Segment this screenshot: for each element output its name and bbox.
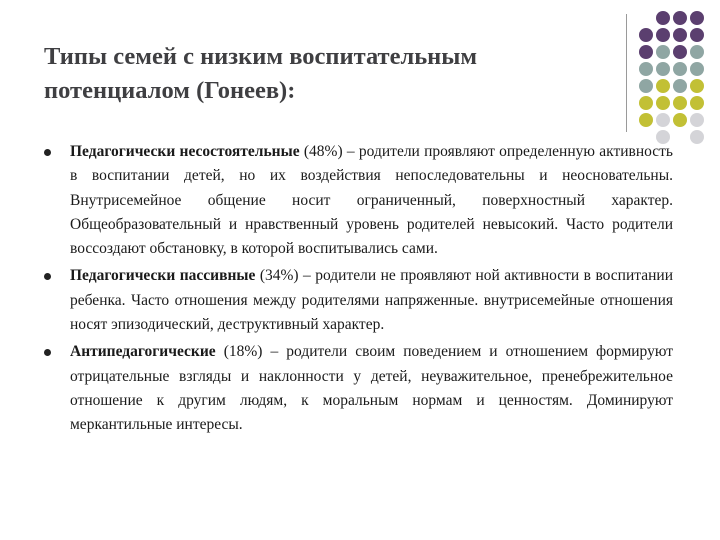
list-item-pedagogically-inconsistent: [44, 140, 673, 261]
decorative-dot-icon: [690, 45, 704, 59]
decorative-dot-icon: [690, 96, 704, 110]
decorative-dot-icon: [639, 28, 653, 42]
decorative-vertical-rule: [626, 14, 627, 132]
family-types-list: [44, 140, 673, 441]
decorative-dot-icon: [656, 79, 670, 93]
decorative-dot-icon: [690, 113, 704, 127]
decorative-dot-icon: [673, 96, 687, 110]
decorative-dot-grid: [639, 11, 704, 144]
bullet-icon: [44, 149, 51, 156]
decorative-dot-icon: [656, 11, 670, 25]
decorative-dot-icon: [639, 96, 653, 110]
decorative-dot-icon: [673, 113, 687, 127]
decorative-dot-icon: [690, 62, 704, 76]
decorative-dot-icon: [673, 11, 687, 25]
decorative-dot-icon: [656, 96, 670, 110]
decorative-dot-icon: [673, 79, 687, 93]
decorative-dot-icon: [656, 62, 670, 76]
bullet-icon: [44, 273, 51, 280]
empty-dot-slot: [639, 11, 653, 25]
decorative-dot-icon: [639, 62, 653, 76]
empty-dot-slot: [673, 130, 687, 144]
item-text: (18%) – родители своим поведением и отношением формируют отрицательные взгляды и наклонности у детей, неуважительное, пренебрежительное отношение к другим людям, к моральным нормам и ценностям. Доминируют меркантильные интересы.: [70, 343, 673, 434]
list-item-antipedagogical: [44, 340, 673, 437]
decorative-dot-icon: [690, 28, 704, 42]
decorative-dot-icon: [690, 11, 704, 25]
item-term: Антипедагогические: [70, 343, 216, 361]
decorative-dot-icon: [673, 62, 687, 76]
decorative-dot-icon: [656, 113, 670, 127]
title-line-1: Типы семей с низким воспитательным: [44, 43, 478, 70]
decorative-dot-icon: [656, 45, 670, 59]
decorative-dot-icon: [690, 79, 704, 93]
item-term: Педагогически несостоятельные: [70, 143, 300, 160]
item-text: (48%) – родители проявляют определенную активность в воспитании детей, но их воздействия непоследовательны и неосновательны. Внутрисемейное общение носит ограниченный, поверхностный характер. Общеобразовательный и нравственный уровень родителей невысокий. Часто родители воссоздают обстановку, в которой воспитывались сами.: [70, 143, 673, 258]
decorative-dot-icon: [656, 28, 670, 42]
decorative-dot-icon: [673, 45, 687, 59]
decorative-dot-icon: [639, 45, 653, 59]
list-item-pedagogically-passive: [44, 264, 673, 337]
bullet-icon: [44, 349, 51, 356]
decorative-dot-icon: [639, 113, 653, 127]
slide-title: [44, 40, 604, 108]
decorative-dot-icon: [639, 79, 653, 93]
item-text: (34%) – родители не проявляют ной активности в воспитании ребенка. Часто отношения между родителями напряженные. внутрисемейные отношения носят эпизодический, деструктивный характер.: [70, 267, 673, 334]
decorative-dot-icon: [673, 28, 687, 42]
item-term: Педагогически пассивные: [70, 267, 256, 285]
title-line-2: потенциалом (Гонеев):: [44, 77, 296, 104]
decorative-dot-icon: [690, 130, 704, 144]
